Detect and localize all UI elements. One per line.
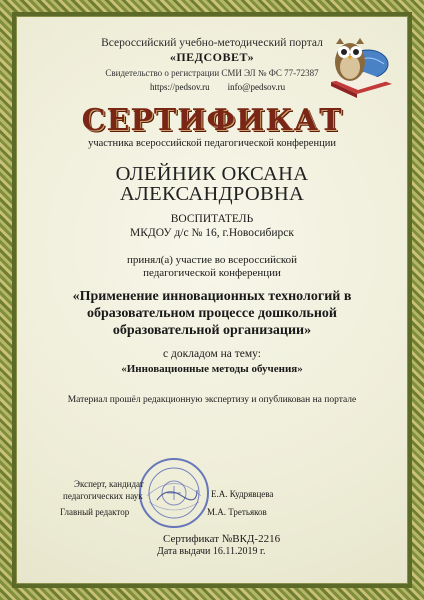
recipient-organization: МКДОУ д/с № 16, г.Новосибирск (130, 227, 294, 239)
portal-site-link[interactable]: https://pedsov.ru (150, 82, 210, 92)
participation-text-line1: принял(а) участие во всероссийской (126, 254, 298, 266)
recipient-name-line2: АЛЕКСАНДРОВНА (119, 183, 305, 205)
portal-brand: «ПЕДСОВЕТ» (169, 50, 255, 64)
participation-text-line2: педагогической конференции (143, 267, 281, 279)
round-seal-stamp (137, 456, 211, 530)
material-note: Материал прошёл редакционную экспертизу и опубликован на портале (67, 395, 357, 405)
chief-editor-name: М.А. Третьяков (207, 507, 267, 517)
conference-topic: «Применение инновационных технологий в образовательном процессе дошкольной образовательной организации» (72, 289, 352, 338)
portal-name: Всероссийский учебно-методический портал (101, 37, 323, 49)
certificate-number: Сертификат №ВКД-2216 (163, 533, 281, 545)
expert-title-line2: педагогических наук (63, 491, 143, 501)
certificate-issue-date: Дата выдачи 16.11.2019 г. (157, 546, 266, 557)
smi-registration: Свидетельство о регистрации СМИ ЭЛ № ФС 77-72387 (105, 68, 319, 78)
owl-mascot-icon (326, 22, 396, 100)
report-label: с докладом на тему: (163, 348, 261, 360)
recipient-name-line1: ОЛЕЙНИК ОКСАНА (115, 163, 309, 185)
report-topic: «Инновационные методы обучения» (121, 363, 303, 375)
certificate-title: СЕРТИФИКАТ (81, 103, 343, 138)
certificate-subtitle: участника всероссийской педагогической конференции (88, 138, 336, 149)
portal-contacts (150, 82, 320, 92)
portal-email-link[interactable]: info@pedsov.ru (227, 82, 286, 92)
recipient-position: ВОСПИТАТЕЛЬ (170, 213, 254, 225)
chief-editor-title: Главный редактор (60, 507, 130, 517)
expert-name: Е.А. Кудрявцева (211, 489, 274, 499)
expert-title-line1: Эксперт, кандидат (74, 479, 144, 489)
